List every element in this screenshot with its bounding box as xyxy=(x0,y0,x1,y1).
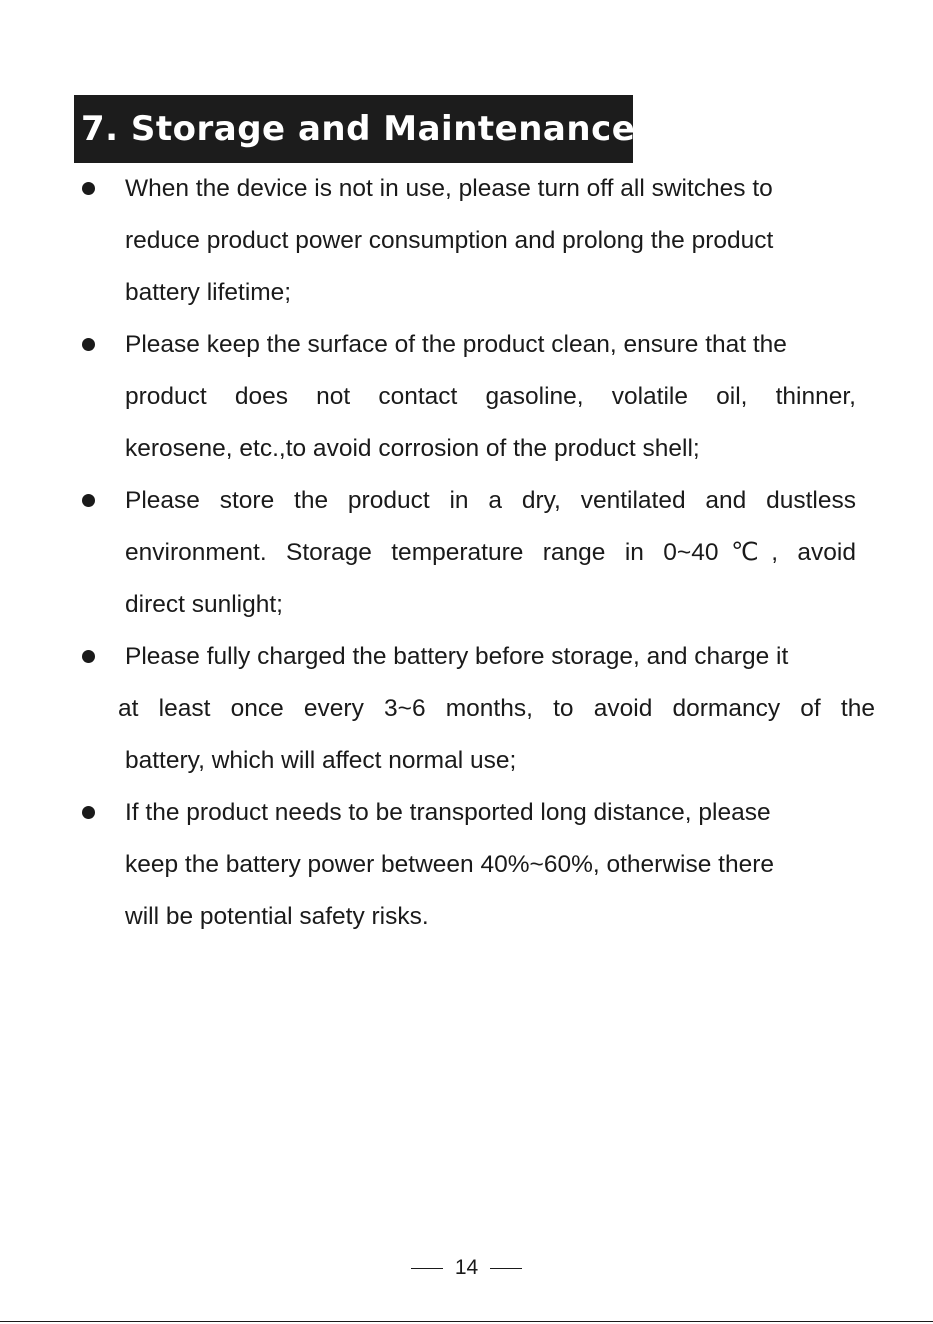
list-item-line: If the product needs to be transported long distance, please xyxy=(125,799,771,826)
list-item-line: reduce product power consumption and prolong the product xyxy=(125,227,774,254)
list-item-line: kerosene, etc.,to avoid corrosion of the product shell; xyxy=(125,435,700,462)
bullet-list xyxy=(0,163,933,943)
page-number: 14 xyxy=(454,1256,479,1279)
list-item-line: at least once every 3~6 months, to avoid dormancy of the xyxy=(118,695,875,722)
list-item xyxy=(0,319,933,475)
footer-rule-left xyxy=(411,1268,443,1269)
list-item xyxy=(0,475,933,631)
list-item xyxy=(0,787,933,943)
page-footer xyxy=(0,1254,933,1282)
list-item xyxy=(0,631,933,787)
list-item-line: direct sunlight; xyxy=(125,591,283,618)
section-heading xyxy=(74,95,636,163)
list-item-line: Please keep the surface of the product clean, ensure that the xyxy=(125,331,787,358)
list-item-line: battery, which will affect normal use; xyxy=(125,747,517,774)
page-bottom-rule xyxy=(0,1321,933,1322)
footer-rule-right xyxy=(490,1268,522,1269)
list-item-line: will be potential safety risks. xyxy=(125,903,429,930)
section-heading-text: 7. Storage and Maintenance xyxy=(81,109,636,149)
list-item-line: keep the battery power between 40%~60%, otherwise there xyxy=(125,851,774,878)
list-item-line: Please store the product in a dry, ventilated and dustless xyxy=(125,487,856,514)
list-item-line: When the device is not in use, please turn off all switches to xyxy=(125,175,773,202)
list-item xyxy=(0,163,933,319)
list-item-line: product does not contact gasoline, volatile oil, thinner, xyxy=(125,383,856,410)
list-item-line: Please fully charged the battery before storage, and charge it xyxy=(125,643,789,670)
list-item-line: environment. Storage temperature range in 0~40℃, avoid xyxy=(125,539,856,566)
list-item-line: battery lifetime; xyxy=(125,279,292,306)
